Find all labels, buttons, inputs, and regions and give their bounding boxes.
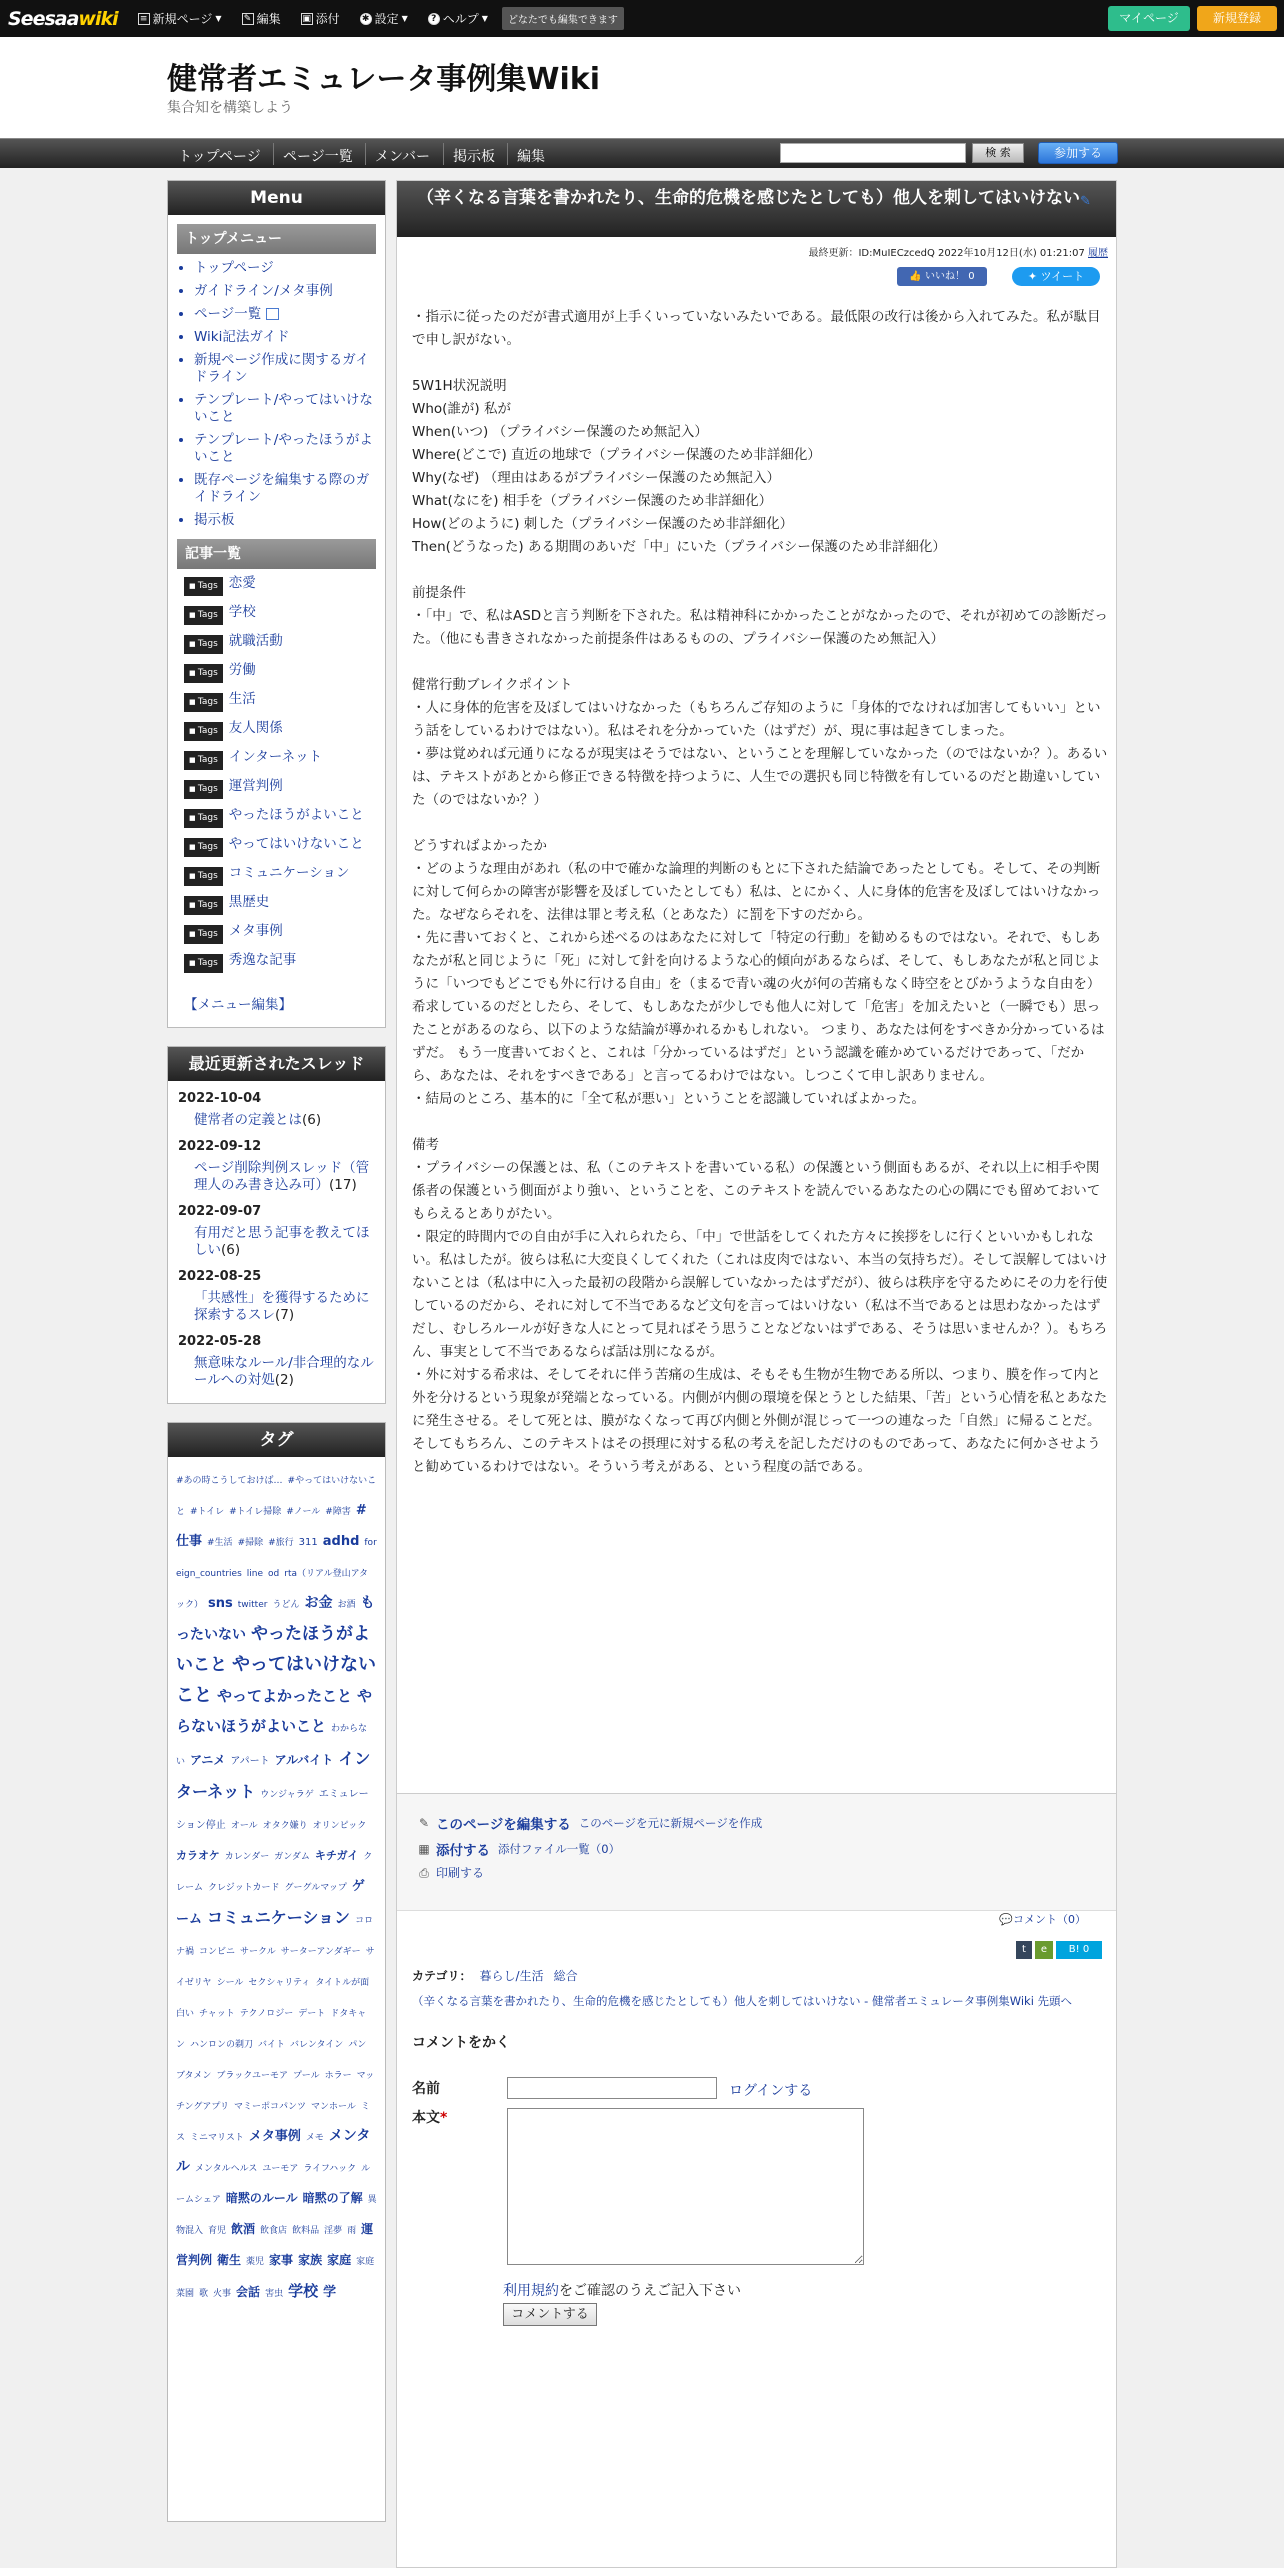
body-paragraph: [412, 559, 1108, 582]
body-paragraph: [412, 352, 1108, 375]
top-menu-item[interactable]: • Wiki記法ガイド: [194, 329, 375, 346]
tag-cloud-item[interactable]: ホラー: [324, 2071, 352, 2081]
page-permalink[interactable]: （辛くなる言葉を書かれたり、生命的危機を感じたとしても）他人を刺してはいけない - 健常者エミュレータ事例集Wiki 先頭へ: [412, 1994, 1073, 2008]
tag-cloud-item[interactable]: ミニマリスト: [190, 2133, 244, 2143]
thread-link[interactable]: [178, 1112, 375, 1129]
thread-count: (17): [329, 1177, 357, 1193]
tag-cloud-item[interactable]: 衛生: [217, 2253, 242, 2267]
tag-cloud-item[interactable]: お酒: [337, 1600, 356, 1610]
facebook-like-button[interactable]: [897, 267, 987, 286]
tag-cloud-item[interactable]: バレンタイン: [290, 2040, 344, 2050]
article-tag-item[interactable]: [184, 604, 375, 625]
tags-badge: ■ Tags: [184, 751, 223, 770]
body-label: [412, 2107, 447, 2127]
tag-cloud-item[interactable]: コンビニ: [199, 1947, 236, 1957]
tag-cloud-item[interactable]: 害虫: [265, 2289, 284, 2299]
tag-cloud-item[interactable]: デート: [298, 2009, 326, 2019]
tag-cloud-item[interactable]: カラオケ: [176, 1849, 220, 1862]
share-buttons: [1013, 1941, 1102, 1959]
thread-item: [178, 1334, 375, 1389]
thread-date: 2022-09-12: [178, 1139, 262, 1154]
tag-cloud-item[interactable]: 会話: [236, 2285, 261, 2299]
tag-cloud-item[interactable]: バイト: [258, 2040, 286, 2050]
tag-cloud-item[interactable]: 育児: [208, 2226, 227, 2236]
tag-cloud-item[interactable]: メンタル: [176, 2128, 371, 2175]
tag-cloud-item[interactable]: アニメ: [190, 1753, 226, 1767]
edit-menu-label: 編集: [256, 12, 281, 26]
tag-cloud: [168, 1457, 385, 2309]
tag-cloud-item[interactable]: ユーモア: [262, 2164, 299, 2174]
tag-cloud-item[interactable]: シール: [216, 1978, 244, 1988]
tag-cloud-item[interactable]: コミュニケーション: [207, 1908, 351, 1927]
tag-cloud-item[interactable]: エミュレーション停止: [176, 1789, 369, 1831]
attach-action: [417, 1839, 620, 1859]
tag-cloud-item[interactable]: ゲーム: [176, 1879, 365, 1927]
thread-title: ページ削除判例スレッド（管理人のみ書き込み可）: [194, 1160, 370, 1193]
tag-cloud-item[interactable]: パン: [348, 2040, 367, 2050]
tag-cloud-item[interactable]: 歌: [199, 2289, 209, 2299]
threads-box: [167, 1046, 386, 1404]
tag-cloud-item[interactable]: ウンジャラゲ: [260, 1790, 314, 1800]
top-menu-heading: トップメニュー: [177, 224, 376, 254]
top-bar: [0, 0, 1284, 37]
tag-cloud-item[interactable]: 飲料品: [292, 2226, 320, 2236]
nav-divider: [365, 143, 366, 165]
article-tag-item[interactable]: [184, 778, 375, 799]
article-tag-label: やったほうがよいこと: [228, 807, 364, 823]
tag-cloud-item[interactable]: #掃除: [237, 1538, 264, 1548]
tag-cloud-item[interactable]: オリンピック: [312, 1821, 367, 1831]
comment-body-field[interactable]: [507, 2108, 864, 2265]
tags-badge: ■ Tags: [184, 635, 223, 654]
edit-page-link[interactable]: このページを編集する: [436, 1817, 571, 1833]
tag-cloud-item[interactable]: #ノール: [286, 1507, 321, 1517]
body-paragraph: ・指示に従ったのだが書式適用が上手くいっていないみたいである。最低限の改行は後から入れてみた。私が駄目で申し訳がない。: [412, 309, 1101, 348]
tag-cloud-item[interactable]: 311: [298, 1537, 318, 1548]
tag-cloud-item[interactable]: ハンロンの剃刀: [190, 2040, 254, 2050]
menu-edit-link[interactable]: 【メニュー編集】: [184, 997, 292, 1013]
article-body: [412, 306, 1108, 1479]
help-icon: ?: [428, 13, 440, 25]
article-tag-label: 運営判例: [228, 778, 283, 794]
thread-item: [178, 1204, 375, 1259]
tag-cloud-item[interactable]: 淫夢: [324, 2226, 343, 2236]
menu-heading: Menu: [168, 181, 385, 215]
tag-cloud-item[interactable]: タイトルが面白い: [176, 1978, 370, 2019]
top-menu-item[interactable]: • ガイドライン/メタ事例: [194, 283, 375, 300]
nav-members[interactable]: メンバー: [375, 149, 431, 165]
tag-cloud-item[interactable]: 薬児: [246, 2257, 265, 2267]
logo-main-text: Seesaa: [8, 7, 79, 30]
history-link[interactable]: 履歴: [1088, 248, 1108, 259]
thread-item: [178, 1269, 375, 1324]
body-paragraph: [412, 1111, 1108, 1134]
caret-down-icon: ▼: [401, 14, 408, 23]
threads-heading: 最近更新されたスレッド: [168, 1047, 385, 1081]
edit-icon: ✎: [242, 13, 254, 25]
tag-cloud-item[interactable]: #やってはいけないこと: [176, 1476, 377, 1517]
article-tag-item[interactable]: [184, 807, 375, 828]
logo-wiki-text: wiki: [78, 7, 118, 30]
tag-cloud-item[interactable]: 飲食店: [260, 2226, 288, 2236]
page-title: [397, 181, 1116, 237]
body-paragraph: 健常行動ブレイクポイント ・人に身体的危害を及ぼしてはいけなかった（もちろんご存知のように「身体的でなければ加害してもいい」という話をしているわけではない）。私はそれを分かっていた（はずだ）が、現に事は起きてしまった。 ・夢は覚めれば元通りになるが現実はそうではない、ということを理解していなかった（のではないか？）。あるいは、テキストがあとから修正できる特徴を持つように、人生での選択も同じ特徴を有しているのだと勘違いしていた（のではないか？）: [412, 677, 1108, 808]
tag-cloud-item[interactable]: わからない: [176, 1724, 368, 1767]
article-tag-item[interactable]: [184, 952, 375, 973]
site-subtitle: 集合知を構築しよう: [167, 100, 293, 116]
top-menu-item-label: ページ一覧: [194, 306, 262, 322]
tag-cloud-item[interactable]: セクシャリティ: [248, 1978, 311, 1988]
tags-badge: ■ Tags: [184, 809, 223, 828]
tags-badge: ■ Tags: [184, 896, 223, 915]
new-page-menu[interactable]: [138, 10, 222, 27]
nav-page-list[interactable]: ページ一覧: [283, 149, 353, 165]
tags-badge: ■ Tags: [184, 664, 223, 683]
tag-cloud-item[interactable]: カレンダー: [224, 1852, 270, 1862]
tag-cloud-item[interactable]: 家庭: [327, 2253, 352, 2267]
print-link[interactable]: 印刷する: [436, 1866, 485, 1880]
tag-cloud-item[interactable]: 暗黙の了解: [302, 2191, 363, 2205]
body-paragraph: どうすればよかったか ・どのような理由があれ（私の中で確かな論理的判断のもとに下された結論であったとしても。そして、その判断に対して何らかの障害が影響を及ぼしていたとしても）私は、とにかく、人に身体的危害を及ぼしてはいけなかった。なぜならそれを、法律は罪と考え私（とあなた）に罰を下すのだから。 ・先に書いておくと、これから述べるのはあなたに対して「特定の行動」を勧めるものではない。それで、もしあなたが私と同じように「死」に対して針を向けるような心的傾向があるならば、そして、もしあなたが私と同じように「いつでもどこでも外に行ける自由」を（まるで青い魂の火が何の苦痛もなく時空をとびかうような自由を）希求しているのだとしたら、そして、もしあなたが少しでも他人に対して「危害」を加えたいと（一瞬でも）思ったことがあるのなら、以下のような結論が導かれるかもしれない。 つまり、あなたは何をすべきか分かっているはずだ。 もう一度書いておくと、これは「分かっているはずだ」という認識を確かめているだけであって、「だから、あなたは、それをすべきである」と言ってるわけではない。しつこくて申し訳ありません。 ・結局のところ、基本的に「全て私が悪い」ということを認識していればよかった。: [412, 838, 1105, 1107]
top-menu-item[interactable]: • トップページ: [194, 260, 375, 277]
tag-cloud-item[interactable]: 家事: [269, 2253, 294, 2267]
tag-cloud-item[interactable]: やってはいけないこと: [176, 1654, 376, 1706]
like-label: いいね！ 0: [925, 271, 975, 282]
tags-box: [167, 1422, 386, 2522]
article-tag-label: 恋愛: [228, 575, 256, 591]
article-tag-label: メタ事例: [228, 923, 283, 939]
attach-menu-label: 添付: [315, 12, 340, 26]
tag-cloud-item[interactable]: マミーポコパンツ: [234, 2102, 307, 2112]
tag-cloud-item[interactable]: テクノロジー: [239, 2009, 294, 2019]
submit-comment-button[interactable]: コメントする: [503, 2303, 597, 2326]
tag-cloud-item[interactable]: rta（リアル登山アタック）: [176, 1569, 369, 1610]
thread-title: 有用だと思う記事を教えてほしい: [194, 1225, 370, 1258]
tag-cloud-item[interactable]: ブタメン: [176, 2071, 212, 2081]
tags-badge: ■ Tags: [184, 722, 223, 741]
tag-cloud-item[interactable]: #あの時こうしておけば…: [176, 1476, 283, 1486]
tag-cloud-item[interactable]: プール: [293, 2071, 320, 2081]
edit-page-action: [417, 1813, 762, 1833]
thread-title: 「共感性」を獲得するために探索するスレ: [194, 1290, 370, 1323]
tag-cloud-item[interactable]: サークル: [240, 1947, 276, 1957]
tags-badge: ■ Tags: [184, 780, 223, 799]
tag-cloud-item[interactable]: #障害: [325, 1507, 351, 1517]
body-paragraph: 備考 ・プライバシーの保護とは、私（このテキストを書いている私）の保護という側面もあるが、それ以上に相手や関係者の保護という側面がより強い、ということを、このテキストを読んでいるあなたの心の隅にでも留めておいてもらえるとありがたい。 ・限定的時間内での自由が手に入れられたら、「中」で世話をしてくれた方々に挨拶をしに行くといいかもしれない。私はしたが。彼らは私に大変良くしてくれた（これは皮肉ではない、本当の気持ちだ）。そして誤解してはいけないことは（私は中に入った最初の段階から誤解していなかったはずだが）、彼らは秩序を守るためにその力を行使しているのだから、それに対して不当であるなど文句を言ってはいけない（私は不当であるとは思わなかったはずだし、むしろルールが好きな人にとって見ればそう思うことなどないはずである、そうは思いませんか？）。もちろん、事実として不当であるならば話は別になるが。 ・外に対する希求は、そしてそれに伴う苦痛の生成は、そもそも生物が生物である所以、つまり、膜を作って内と外を分けるという現象が発端となっている。内側が内側の環境を保とうとした結果、「苦」という心情を私とあなたに発生させる。そして死とは、膜がなくなって再び内側と外側が混じって一つの連なった「自然」に帰ることだ。そしてもちろん、このテキストはその摂理に対する私の考えを記しただけのものであって、あなたに何かさせようと勧めているわけではない。そういう考えがある、という程度の話である。: [412, 1137, 1108, 1475]
thread-count: (2): [274, 1372, 294, 1388]
pencil-icon[interactable]: ✎: [1080, 194, 1091, 209]
nav-board[interactable]: 掲示板: [453, 149, 495, 165]
new-page-menu-label: 新規ページ: [152, 12, 213, 26]
tag-cloud-item[interactable]: もったいない: [176, 1595, 375, 1643]
tag-cloud-item[interactable]: マンホール: [311, 2102, 356, 2112]
tags-badge: ■ Tags: [184, 838, 223, 857]
nav-top-page[interactable]: トップページ: [178, 149, 261, 165]
thread-link[interactable]: [178, 1160, 375, 1194]
body-label-text: 本文: [412, 2110, 440, 2126]
thread-count: (6): [302, 1112, 322, 1128]
article-tag-label: インターネット: [228, 749, 323, 765]
tags-badge: ■ Tags: [184, 606, 223, 625]
evernote-icon[interactable]: e: [1035, 1941, 1053, 1959]
article-tag-item[interactable]: [184, 633, 375, 654]
tumblr-icon[interactable]: t: [1016, 1941, 1032, 1959]
nav-divider: [507, 143, 508, 165]
thread-link[interactable]: [178, 1355, 375, 1389]
nav-divider: [273, 143, 274, 165]
top-menu-item[interactable]: • 新規ページ作成に関するガイドライン: [194, 352, 375, 386]
tag-cloud-item[interactable]: twitter: [237, 1600, 268, 1610]
article-tag-item[interactable]: [184, 923, 375, 944]
article-tag-label: 就職活動: [228, 633, 283, 649]
article-tag-label: 生活: [228, 691, 256, 707]
tag-cloud-item[interactable]: やったほうがよいこと: [176, 1624, 370, 1675]
top-menu-item[interactable]: • 既存ページを編集する際のガイドライン: [194, 472, 375, 506]
tag-cloud-item[interactable]: 異物混入: [176, 2195, 377, 2236]
tag-cloud-item[interactable]: グーグルマップ: [284, 1883, 347, 1893]
attach-icon: ▦: [418, 1842, 430, 1856]
tag-cloud-item[interactable]: サイゼリヤ: [176, 1947, 375, 1988]
caret-down-icon: ▼: [481, 14, 488, 23]
thread-link[interactable]: [178, 1290, 375, 1324]
comment-icon: 💬: [999, 1913, 1013, 1926]
tags-badge: ■ Tags: [184, 954, 223, 973]
categories: [412, 1967, 588, 1984]
name-label: 名前: [412, 2081, 440, 2097]
top-menu-item[interactable]: • 掲示板: [194, 512, 375, 529]
tag-cloud-item[interactable]: マッチングアプリ: [176, 2071, 375, 2112]
article-tag-label: 労働: [228, 662, 256, 678]
article-tag-label: やってはいけないこと: [228, 836, 364, 852]
body-paragraph: [412, 651, 1108, 674]
tag-cloud-item[interactable]: line: [246, 1569, 264, 1579]
page-list-icon: [266, 308, 279, 320]
attach-list-link[interactable]: 添付ファイル一覧（0）: [498, 1842, 621, 1856]
tag-cloud-item[interactable]: お金: [304, 1595, 333, 1611]
article-tag-label: 秀逸な記事: [228, 952, 297, 968]
thread-date: 2022-10-04: [178, 1091, 262, 1106]
thread-item: [178, 1139, 375, 1194]
category-link[interactable]: 総合: [553, 1969, 578, 1983]
last-updated: [808, 244, 1108, 259]
comment-count-link[interactable]: [999, 1911, 1086, 1927]
tag-cloud-item[interactable]: サーターアンダギー: [280, 1947, 361, 1957]
thread-link[interactable]: [178, 1225, 375, 1259]
terms-text: をご確認のうえご記入下さい: [559, 2283, 741, 2299]
thread-count: (6): [221, 1242, 241, 1258]
article-tag-label: コミュニケーション: [228, 865, 350, 881]
search-input[interactable]: [780, 143, 966, 163]
site-header: [0, 37, 1284, 138]
thread-title: 無意味なルール/非合理的なルールへの対処: [194, 1355, 374, 1388]
tag-cloud-item[interactable]: メモ: [305, 2133, 324, 2143]
body-paragraph: 前提条件 ・「中」で、私はASDと言う判断を下された。私は精神科にかかったことがなかったので、それが初めての診断だった。（他にも書きされなかった前提条件はあるものの、プライバシー保護のため無記入）: [412, 585, 1108, 647]
tag-cloud-item[interactable]: 運営判例: [176, 2222, 374, 2267]
article-tag-item[interactable]: [184, 720, 375, 741]
article-tag-label: 黒歴史: [228, 894, 270, 910]
tag-cloud-item[interactable]: #仕事: [176, 1503, 367, 1549]
mypage-button[interactable]: マイページ: [1108, 6, 1190, 31]
tag-cloud-item[interactable]: オール: [230, 1821, 258, 1831]
signup-button[interactable]: 新規登録: [1197, 6, 1277, 31]
tag-cloud-item[interactable]: sns: [208, 1596, 233, 1611]
article-tag-item[interactable]: [184, 865, 375, 886]
top-menu-item[interactable]: • テンプレート/やってはいけないこと: [194, 392, 375, 426]
tag-cloud-item[interactable]: foreign_countries: [176, 1538, 377, 1579]
settings-menu[interactable]: [360, 10, 408, 27]
menu-box: [167, 180, 386, 1028]
article-tag-item[interactable]: [184, 662, 375, 683]
tag-cloud-item[interactable]: キチガイ: [314, 1849, 359, 1862]
tag-cloud-item[interactable]: メンタルヘルス: [195, 2164, 258, 2174]
top-menu-item[interactable]: [194, 306, 375, 323]
edit-menu[interactable]: [242, 10, 281, 27]
tag-cloud-item[interactable]: 飲酒: [231, 2222, 256, 2236]
tag-cloud-item[interactable]: 学: [323, 2285, 337, 2300]
terms-note: [503, 2280, 741, 2300]
join-button[interactable]: 参加する: [1038, 142, 1118, 164]
article-tag-item[interactable]: [184, 575, 375, 596]
tag-cloud-item[interactable]: #トイレ掃除: [229, 1507, 282, 1517]
article-tag-item[interactable]: [184, 836, 375, 857]
thread-date: 2022-09-07: [178, 1204, 262, 1219]
tweet-button[interactable]: [1012, 267, 1100, 286]
top-menu-item[interactable]: • テンプレート/やったほうがよいこと: [194, 432, 375, 466]
required-mark: *: [440, 2110, 448, 2126]
global-nav: [0, 138, 1284, 168]
nav-edit[interactable]: 編集: [517, 149, 545, 165]
tag-cloud-item[interactable]: やってよかったこと: [217, 1687, 353, 1705]
document-icon: ≡: [138, 13, 150, 25]
tags-badge: ■ Tags: [184, 867, 223, 886]
page-actions: [397, 1793, 1116, 1911]
tag-cloud-item[interactable]: メタ事例: [248, 2129, 301, 2144]
tag-cloud-item[interactable]: 暗黙のルール: [225, 2191, 298, 2205]
article-tag-label: 友人関係: [228, 720, 283, 736]
article-tag-item[interactable]: [184, 691, 375, 712]
thread-item: [178, 1091, 375, 1129]
tag-cloud-item[interactable]: od: [268, 1569, 280, 1579]
thread-date: 2022-05-28: [178, 1334, 262, 1349]
tag-cloud-item[interactable]: 学校: [288, 2282, 319, 2300]
tag-cloud-item[interactable]: ブラックユーモア: [216, 2071, 289, 2081]
anyone-can-edit-badge: どなたでも編集できます: [502, 7, 624, 30]
sidebar: [167, 180, 386, 2540]
terms-link[interactable]: 利用規約: [503, 2283, 559, 2299]
tag-cloud-item[interactable]: インターネット: [176, 1749, 371, 1801]
last-updated-text: 最終更新：ID:MuIECzcedQ 2022年10月12日(水) 01:21:07: [808, 248, 1085, 259]
hatena-bookmark-button[interactable]: B! 0: [1056, 1941, 1102, 1959]
main-content: [396, 180, 1117, 2568]
thread-date: 2022-08-25: [178, 1269, 262, 1284]
tag-cloud-item[interactable]: チャット: [199, 2009, 235, 2019]
tag-cloud-item[interactable]: #トイレ: [190, 1507, 225, 1517]
article-tag-label: 学校: [228, 604, 256, 620]
tags-badge: ■ Tags: [184, 577, 223, 596]
tag-cloud-item[interactable]: 家庭菜園: [176, 2257, 375, 2299]
gear-icon: ✱: [360, 13, 372, 25]
thread-list: [168, 1091, 385, 1389]
tag-cloud-item[interactable]: 家族: [298, 2253, 323, 2267]
tag-cloud-item[interactable]: 雨: [347, 2226, 357, 2236]
thread-title: 健常者の定義とは: [194, 1112, 302, 1128]
tag-cloud-item[interactable]: ライフハック: [303, 2164, 357, 2174]
tweet-label: ツイート: [1040, 270, 1085, 283]
printer-icon: ⎙: [419, 1865, 429, 1880]
tag-cloud-item[interactable]: 火事: [213, 2289, 232, 2299]
article-tag-item[interactable]: [184, 894, 375, 915]
page-title-text: （辛くなる言葉を書かれたり、生命的危機を感じたとしても）他人を刺してはいけない: [417, 188, 1080, 208]
pencil-icon: ✎: [418, 1816, 430, 1830]
tag-cloud-item[interactable]: ドタキャン: [176, 2009, 367, 2050]
login-link[interactable]: ログインする: [729, 2083, 813, 2099]
thumbs-up-icon: 👍: [909, 271, 922, 282]
tag-cloud-item[interactable]: #旅行: [268, 1538, 294, 1548]
tag-cloud-item[interactable]: やらないほうがよいこと: [176, 1687, 373, 1735]
tag-cloud-item[interactable]: コロナ禍: [176, 1916, 374, 1957]
comment-heading: コメントをかく: [412, 2035, 510, 2051]
tag-cloud-item[interactable]: adhd: [322, 1534, 360, 1549]
tag-cloud-item[interactable]: アルバイト: [274, 1753, 334, 1767]
attach-menu[interactable]: [301, 10, 340, 27]
tags-heading: タグ: [168, 1423, 385, 1457]
nav-divider: [443, 143, 444, 165]
articles-heading: 記事一覧: [177, 539, 376, 569]
print-action: [417, 1864, 484, 1881]
search-button[interactable]: 検 索: [972, 143, 1024, 163]
tag-cloud-item[interactable]: オタク嫌り: [262, 1821, 308, 1831]
settings-menu-label: 設定: [374, 12, 399, 26]
attach-link[interactable]: 添付する: [436, 1843, 490, 1859]
tag-cloud-item[interactable]: クレーム: [176, 1852, 373, 1893]
new-from-this-link[interactable]: このページを元に新規ページを作成: [578, 1816, 763, 1830]
comment-count-label: コメント（0）: [1013, 1913, 1086, 1926]
image-icon: ▣: [302, 13, 311, 24]
article-list: [168, 575, 385, 973]
tag-cloud-item[interactable]: #生活: [207, 1538, 233, 1548]
category-link[interactable]: 暮らし/生活: [479, 1969, 544, 1983]
tag-cloud-item[interactable]: ガンダム: [274, 1852, 310, 1862]
body-paragraph: [412, 812, 1108, 835]
body-paragraph: 5W1H状況説明 Who(誰が) 私が When(いつ) （プライバシー保護のため無記入） Where(どこで) 直近の地球で（プライバシー保護のため非詳細化） Why(なぜ) （理由はあるがプライバシー保護のため無記入） What(なにを) 相手を（プライバシー保護のため非詳細化） How(どのように) 刺した（プライバシー保護のため非詳細化） Then(どうなった) ある期間のあいだ「中」にいた（プライバシー保護のため非詳細化）: [412, 378, 946, 555]
tags-badge: ■ Tags: [184, 925, 223, 944]
name-field[interactable]: [507, 2077, 717, 2099]
site-title[interactable]: 健常者エミュレータ事例集Wiki: [167, 62, 601, 97]
tag-cloud-item[interactable]: アパート: [230, 1756, 270, 1767]
category-label: カテゴリ：: [412, 1969, 472, 1983]
tag-cloud-item[interactable]: ルームシェア: [176, 2164, 371, 2205]
seesaa-wiki-logo[interactable]: [8, 8, 118, 30]
article-tag-item[interactable]: [184, 749, 375, 770]
help-menu-label: ヘルプ: [442, 12, 479, 26]
top-menu-list: [168, 260, 385, 529]
thread-count: (7): [275, 1307, 295, 1323]
tag-cloud-item[interactable]: クレジットカード: [208, 1883, 280, 1893]
caret-down-icon: ▼: [215, 14, 222, 23]
tag-cloud-item[interactable]: ミス: [176, 2102, 370, 2143]
tag-cloud-item[interactable]: うどん: [272, 1600, 300, 1610]
twitter-icon: ✦: [1027, 270, 1038, 283]
help-menu[interactable]: [428, 10, 488, 27]
tags-badge: ■ Tags: [184, 693, 223, 712]
